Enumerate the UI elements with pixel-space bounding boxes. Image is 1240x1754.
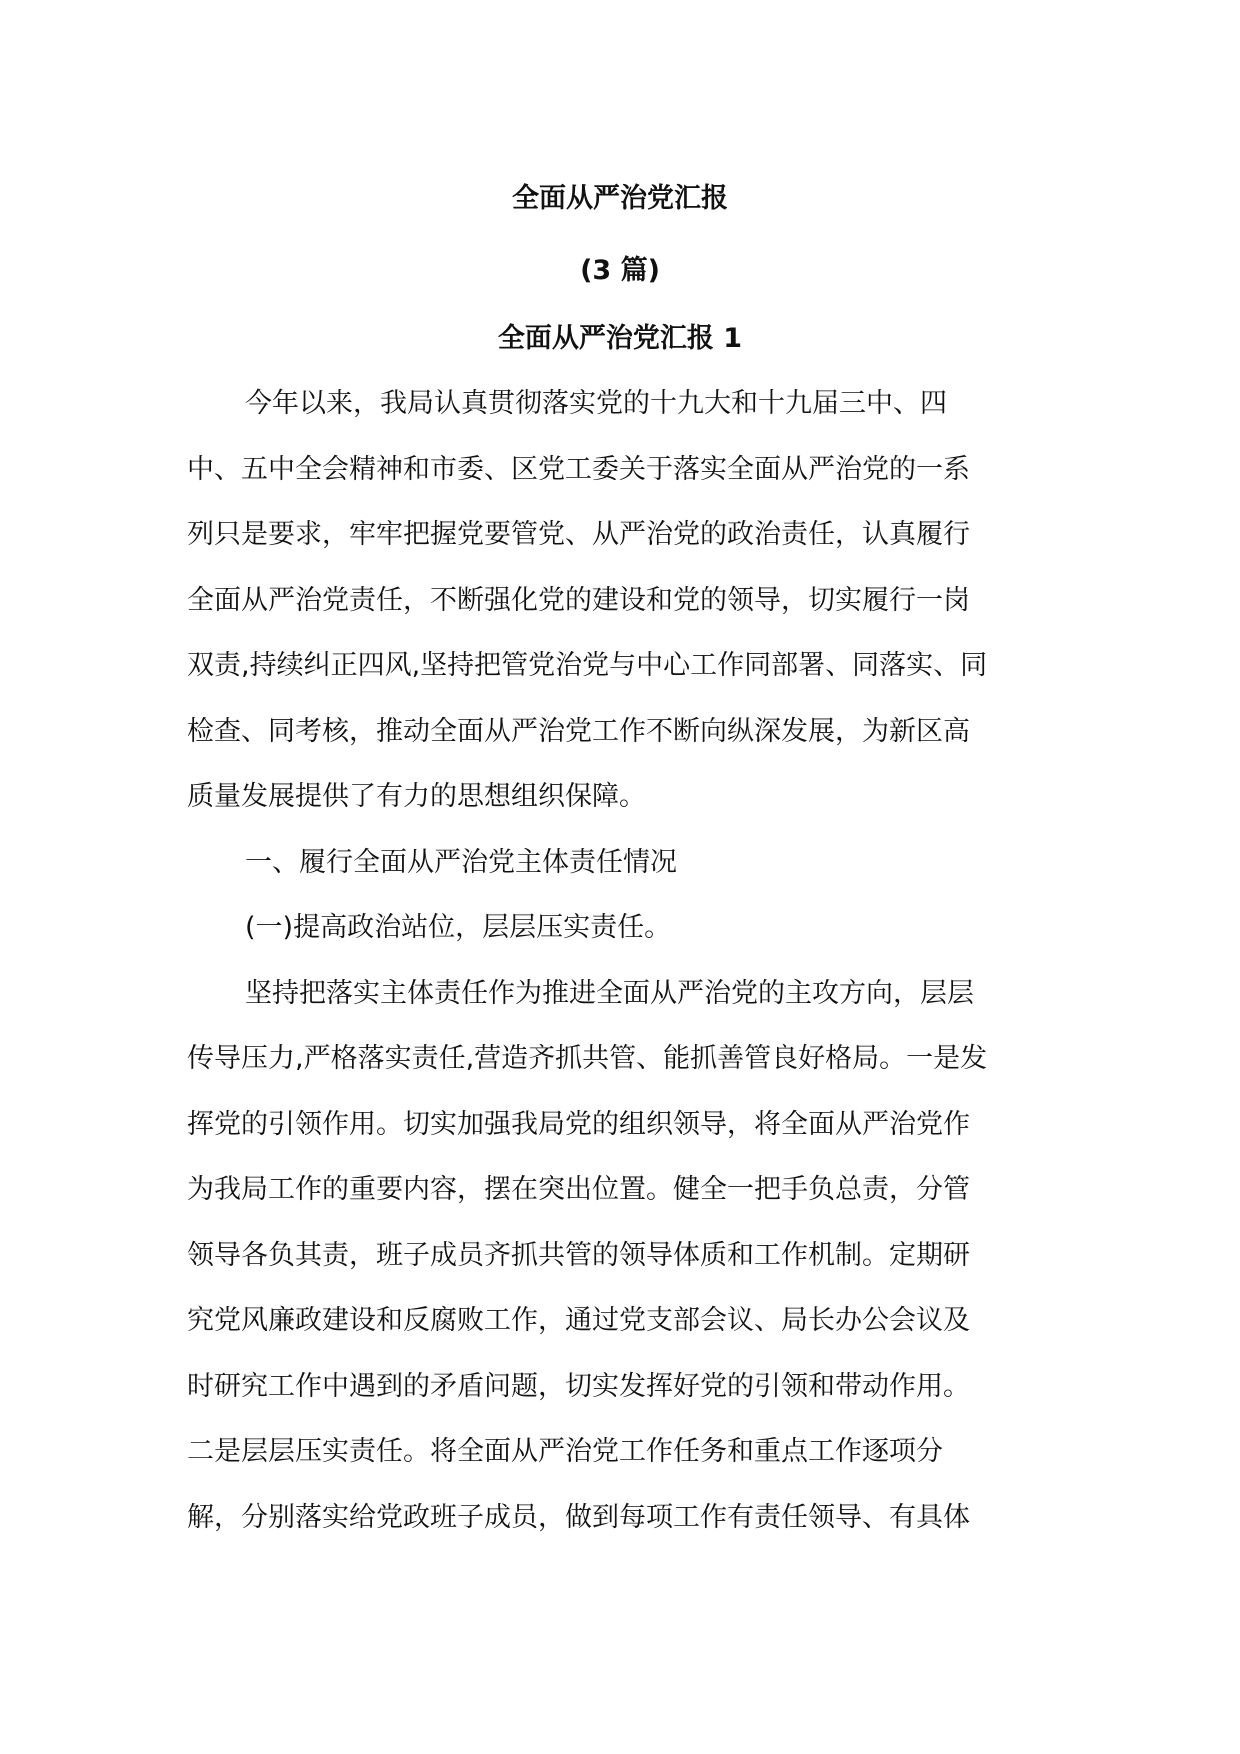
text-line: 传导压力,严格落实责任,营造齐抓共管、能抓善管良好格局。一是发	[187, 1043, 988, 1074]
text-line: 列只是要求，牢牢把握党要管党、从严治党的政治责任，认真履行	[187, 519, 970, 550]
body-text	[187, 384, 1067, 1563]
text-line: 中、五中全会精神和市委、区党工委关于落实全面从严治党的一系	[187, 453, 970, 485]
text-line: 双责,持续纠正四风,坚持把管党治党与中心工作同部署、同落实、同	[187, 650, 988, 681]
document-subtitle: (3 篇)	[580, 255, 660, 286]
text-line: 解，分别落实给党政班子成员，做到每项工作有责任领导、有具体	[187, 1501, 970, 1533]
text-line: 今年以来，我局认真贯彻落实党的十九大和十九届三中、四	[245, 388, 947, 419]
text-line: 时研究工作中遇到的矛盾问题，切实发挥好党的引领和带动作用。	[187, 1370, 970, 1402]
document-title: 全面从严治党汇报	[512, 183, 728, 214]
text-line: 领导各负其责，班子成员齐抓共管的领导体质和工作机制。定期研	[187, 1239, 970, 1271]
text-line: (一)提高政治站位，层层压实责任。	[245, 912, 672, 943]
text-line: 究党风廉政建设和反腐败工作，通过党支部会议、局长办公会议及	[187, 1305, 970, 1336]
text-line: 一、履行全面从严治党主体责任情况	[245, 846, 677, 878]
text-line: 检查、同考核，推动全面从严治党工作不断向纵深发展，为新区高	[187, 715, 970, 747]
text-line: 挥党的引领作用。切实加强我局党的组织领导，将全面从严治党作	[187, 1108, 970, 1140]
text-line: 为我局工作的重要内容，摆在突出位置。健全一把手负总责，分管	[187, 1174, 970, 1205]
text-line: 二是层层压实责任。将全面从严治党工作任务和重点工作逐项分	[187, 1436, 943, 1467]
text-line: 坚持把落实主体责任作为推进全面从严治党的主攻方向，层层	[245, 977, 974, 1009]
text-line: 质量发展提供了有力的思想组织保障。	[187, 781, 646, 812]
section-title: 全面从严治党汇报 1	[497, 323, 743, 354]
text-line: 全面从严治党责任，不断强化党的建设和党的领导，切实履行一岗	[187, 584, 970, 616]
